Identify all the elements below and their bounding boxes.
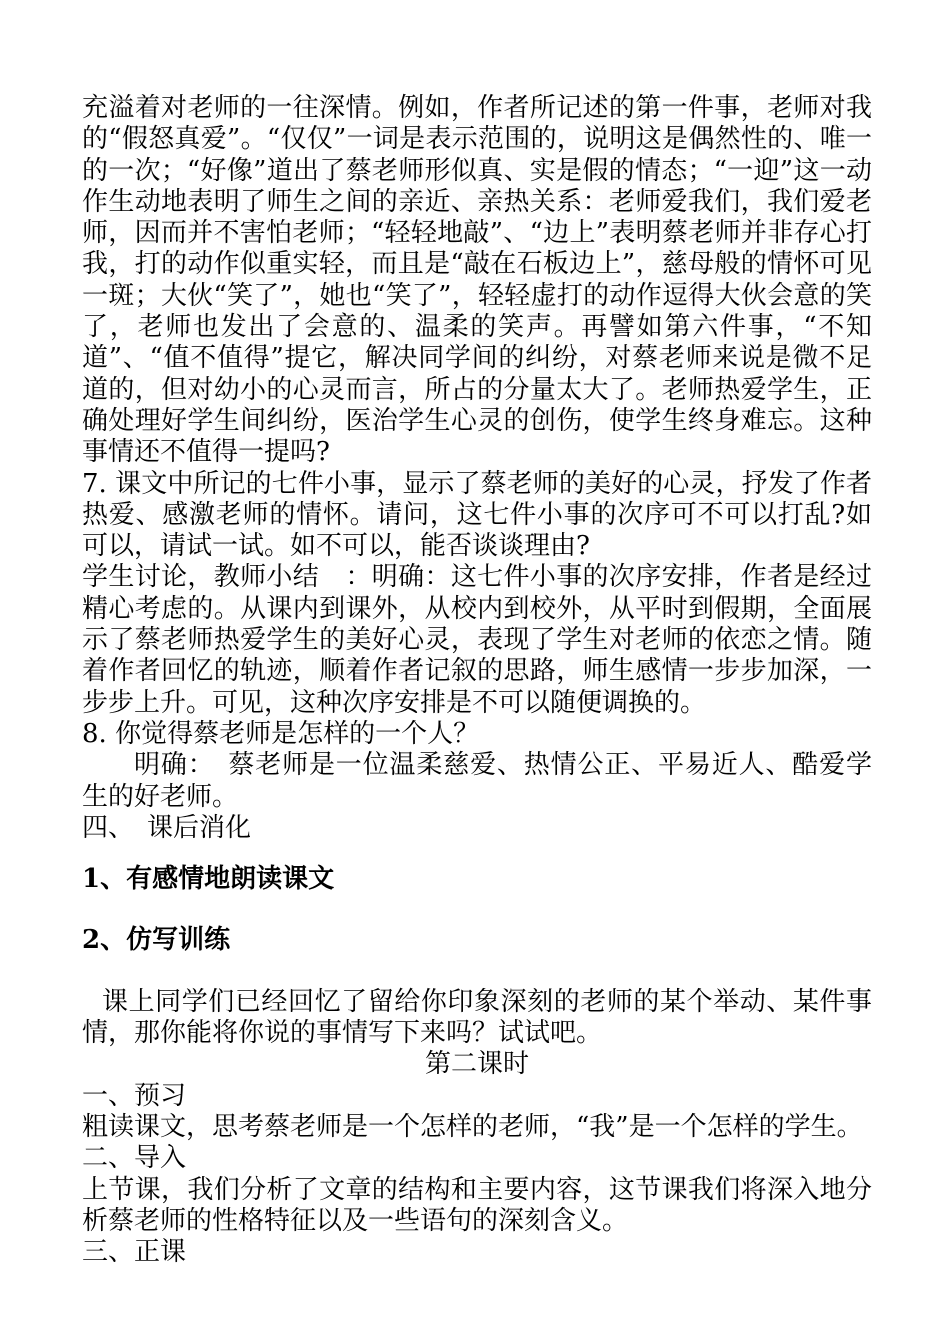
intro-text: 上节课，我们分析了文章的结构和主要内容，这节课我们将深入地分析蔡老师的性格特征以及一些语句的深刻含义。: [82, 1174, 872, 1236]
document-page: [82, 93, 872, 1268]
section-heading-main: 三、正课: [82, 1237, 187, 1268]
task-item-1: 1、有感情地朗读课文: [82, 864, 335, 895]
answer-7: 学生讨论，教师小结 ：明确：这七件小事的次序安排，作者是经过精心考虑的。从课内到课外，从校内到校外，从平时到假期，全面展示了蔡老师热爱学生的美好心灵，表现了学生对老师的依恋之情。随着作者回忆的轨迹，顺着作者记叙的思路，师生感情一步步加深，一步步上升。可见，这种次序安排是不可以随便调换的。: [82, 562, 872, 718]
writing-task-text: 课上同学们已经回忆了留给你印象深刻的老师的某个举动、某件事情，那你能将你说的事情写下来吗？试试吧。: [82, 986, 872, 1049]
question-7: 7. 课文中所记的七件小事，显示了蔡老师的美好的心灵，抒发了作者热爱、感激老师的情怀。请问，这七件小事的次序可不可以打乱?如可以，请试一试。如不可以，能否谈谈理由?: [82, 468, 872, 562]
section-heading-intro: 二、导入: [82, 1143, 187, 1174]
task-item-2: 2、仿写训练: [82, 925, 231, 956]
answer-8: 明确： 蔡老师是一位温柔慈爱、热情公正、平易近人、酷爱学生的好老师。: [82, 750, 872, 812]
analysis-paragraph: 充溢着对老师的一往深情。例如，作者所记述的第一件事，老师对我的“假怒真爱”。“仅仅”一词是表示范围的，说明这是偶然性的、唯一的一次；“好像”道出了蔡老师形似真、实是假的情态；“一迎”这一动作生动地表明了师生之间的亲近、亲热关系：老师爱我们，我们爱老师，因而并不害怕老师；“轻轻地敲”、“边上”表明蔡老师并非存心打我，打的动作似重实轻，而且是“敲在石板边上”，慈母般的情怀可见一斑；大伙“笑了”，她也“笑了”，轻轻虚打的动作逗得大伙会意的笑了，老师也发出了会意的、温柔的笑声。再譬如第六件事，“不知道”、“值不值得”提它，解决同学间的纠纷，对蔡老师来说是微不足道的，但对幼小的心灵而言，所占的分量太大了。老师热爱学生，正确处理好学生间纠纷，医治学生心灵的创伤，使学生终身难忘。这种事情还不值得一提吗?: [82, 93, 872, 468]
lesson-2-title: 第二课时: [424, 1049, 529, 1080]
section-heading-4: 四、 课后消化: [82, 812, 252, 843]
preview-text: 粗读课文，思考蔡老师是一个怎样的老师，“我”是一个怎样的学生。: [82, 1111, 863, 1142]
question-8: 8. 你觉得蔡老师是怎样的一个人？: [82, 718, 480, 749]
section-heading-preview: 一、预习: [82, 1080, 187, 1111]
